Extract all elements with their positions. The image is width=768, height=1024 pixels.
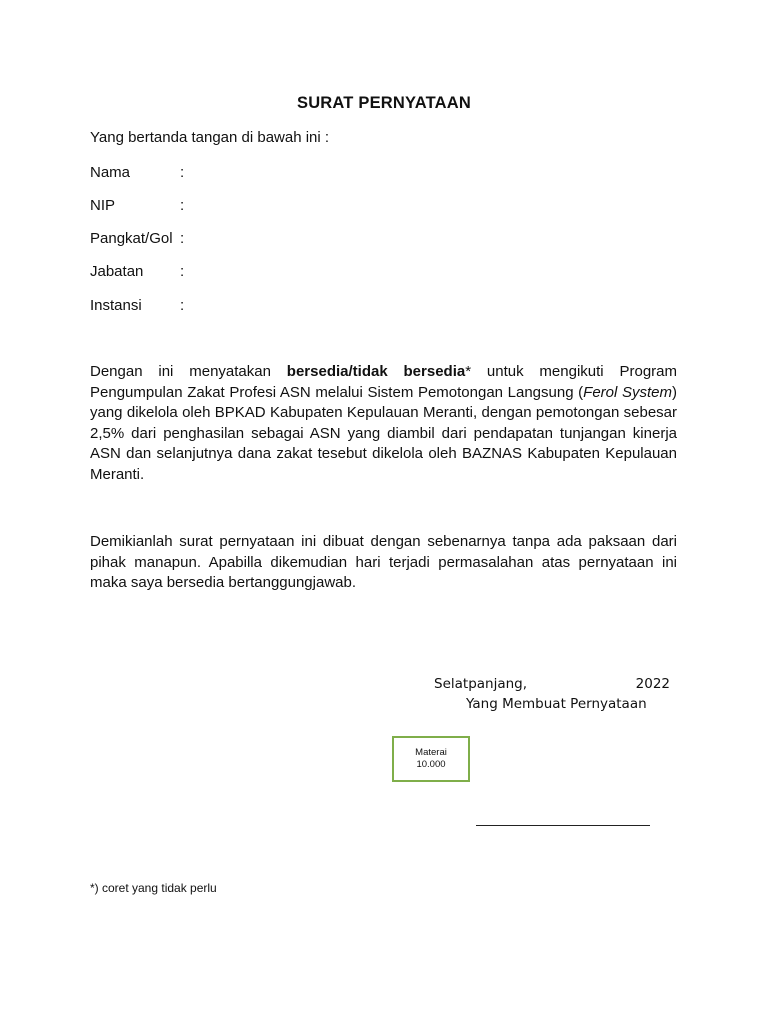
intro-text: Yang bertanda tangan di bawah ini : <box>90 129 330 146</box>
materai-stamp-box <box>392 736 470 782</box>
signature-place-date <box>434 676 670 692</box>
statement-choice-bold: bersedia/tidak bersedia <box>286 363 466 380</box>
closing-paragraph: Demikianlah surat pernyataan ini dibuat dengan sebenarnya tanpa ada paksaan dari pihak manapun. Apabilla dikemudian hari terjadi permasalahan atas pernyataan ini maka saya bersedia bertanggungjawab. <box>90 533 677 592</box>
stamp-label: Materai <box>415 747 447 758</box>
statement-system-italic: Ferol System <box>583 383 672 401</box>
stamp-value: 10.000 <box>416 759 446 770</box>
statement-text-2: * untuk mengikuti Program Pengumpulan Zakat Profesi ASN melalui Sistem Pemotongan Langsung ( <box>90 363 677 401</box>
field-colon: : <box>180 263 185 280</box>
field-row-jabatan <box>90 263 184 280</box>
field-label: Pangkat/Gol <box>90 230 173 247</box>
field-label: Nama <box>90 164 131 181</box>
document-title: SURAT PERNYATAAN <box>296 94 472 112</box>
field-colon: : <box>180 164 185 181</box>
field-row-nip <box>90 197 184 214</box>
field-label: NIP <box>90 197 116 214</box>
field-row-instansi <box>90 297 184 314</box>
signature-place: Selatpanjang, <box>434 676 528 692</box>
field-colon: : <box>180 297 185 314</box>
field-colon: : <box>180 197 185 214</box>
signature-year: 2022 <box>635 676 670 692</box>
field-row-nama <box>90 164 184 181</box>
field-row-pangkat <box>90 230 184 247</box>
statement-text-3: ) yang dikelola oleh BPKAD Kabupaten Kepulauan Meranti, dengan pemotongan sebesar 2,5% dari penghasilan sebagai ASN yang diambil dari pendapatan tunjangan kinerja ASN dan selanjutnya dana zakat tesebut dikelola oleh BAZNAS Kabupaten Kepulauan Meranti. <box>90 383 677 483</box>
statement-text-1: Dengan ini menyatakan <box>90 363 287 380</box>
statement-paragraph <box>90 362 677 486</box>
field-label: Jabatan <box>90 263 144 280</box>
signature-maker: Yang Membuat Pernyataan <box>466 696 647 712</box>
field-label: Instansi <box>90 297 142 314</box>
field-colon: : <box>180 230 185 247</box>
footnote: *) coret yang tidak perlu <box>90 881 217 895</box>
signature-line <box>476 825 650 826</box>
